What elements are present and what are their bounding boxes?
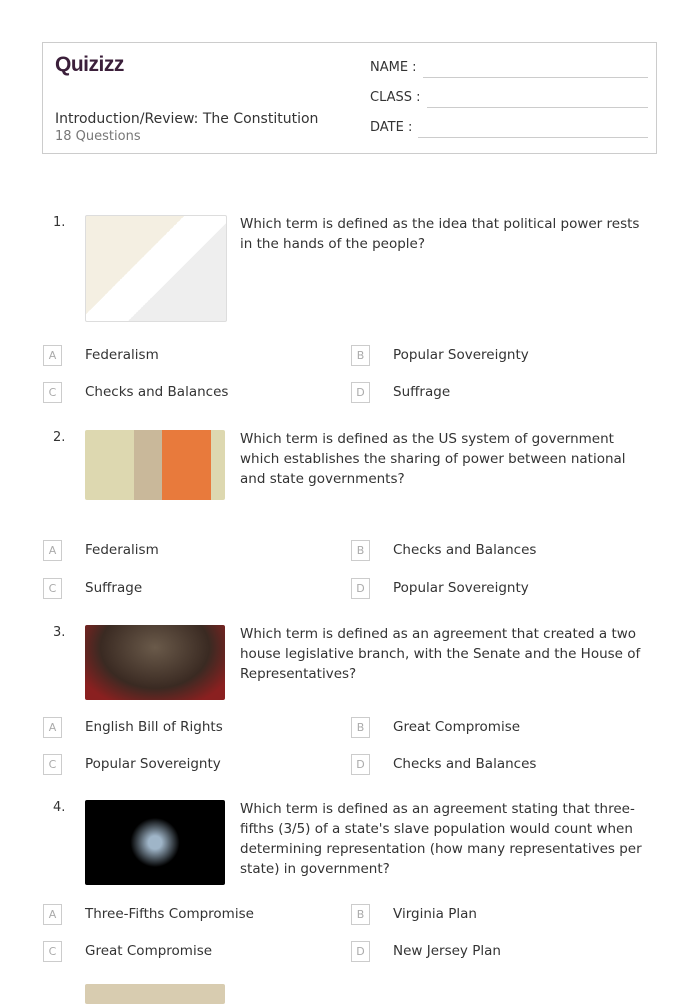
question-number: 1. bbox=[53, 215, 66, 230]
class-line[interactable] bbox=[427, 90, 648, 108]
option-text: Three-Fifths Compromise bbox=[85, 906, 254, 922]
name-field[interactable] bbox=[370, 60, 648, 78]
option-letter-box: C bbox=[43, 754, 62, 775]
option-text: Checks and Balances bbox=[393, 756, 537, 772]
question-image bbox=[85, 215, 227, 322]
option-letter-box: B bbox=[351, 540, 370, 561]
option-letter-box: B bbox=[351, 345, 370, 366]
option-text: English Bill of Rights bbox=[85, 719, 223, 735]
question-number: 2. bbox=[53, 430, 66, 445]
option-letter-box: D bbox=[351, 578, 370, 599]
option-text: Suffrage bbox=[85, 580, 143, 596]
option-text: Virginia Plan bbox=[393, 906, 477, 922]
option-text: Great Compromise bbox=[85, 943, 213, 959]
option-text: Popular Sovereignty bbox=[85, 756, 221, 772]
question-number: 3. bbox=[53, 625, 66, 640]
option-letter-box: C bbox=[43, 382, 62, 403]
option-letter-box: C bbox=[43, 578, 62, 599]
quizizz-logo: Quizizz bbox=[55, 53, 124, 76]
worksheet-header bbox=[42, 42, 657, 154]
option-letter-box: B bbox=[351, 717, 370, 738]
option-letter-box: B bbox=[351, 904, 370, 925]
worksheet-title: Introduction/Review: The Constitution bbox=[55, 111, 319, 127]
option-text: Suffrage bbox=[393, 384, 451, 400]
question-image bbox=[85, 800, 225, 885]
option-letter-box: A bbox=[43, 540, 62, 561]
question-image bbox=[85, 984, 225, 1004]
question-count: 18 Questions bbox=[55, 129, 141, 144]
option-text: Popular Sovereignty bbox=[393, 580, 529, 596]
class-field[interactable] bbox=[370, 90, 648, 108]
question-text: Which term is defined as the idea that political power rests in the hands of the people? bbox=[240, 216, 640, 252]
option-letter-box: A bbox=[43, 717, 62, 738]
question-image bbox=[85, 430, 225, 500]
option-text: Great Compromise bbox=[393, 719, 521, 735]
name-label: NAME : bbox=[370, 60, 417, 75]
option-text: Popular Sovereignty bbox=[393, 347, 529, 363]
question-number: 4. bbox=[53, 800, 66, 815]
option-letter-box: D bbox=[351, 754, 370, 775]
option-letter-box: A bbox=[43, 345, 62, 366]
class-label: CLASS : bbox=[370, 90, 421, 105]
option-letter-box: D bbox=[351, 382, 370, 403]
option-text: Federalism bbox=[85, 542, 159, 558]
option-text: New Jersey Plan bbox=[393, 943, 501, 959]
date-line[interactable] bbox=[418, 120, 648, 138]
question-image bbox=[85, 625, 225, 700]
option-letter-box: D bbox=[351, 941, 370, 962]
option-text: Checks and Balances bbox=[393, 542, 537, 558]
name-line[interactable] bbox=[423, 60, 648, 78]
option-text: Checks and Balances bbox=[85, 384, 229, 400]
option-letter-box: C bbox=[43, 941, 62, 962]
question-text: Which term is defined as an agreement stating that three-fifths (3/5) of a state's slave population would count when determining representation (how many representatives per state) in government? bbox=[240, 801, 642, 877]
option-letter-box: A bbox=[43, 904, 62, 925]
option-text: Federalism bbox=[85, 347, 159, 363]
date-label: DATE : bbox=[370, 120, 413, 135]
question-text: Which term is defined as an agreement that created a two house legislative branch, with the Senate and the House of Representatives? bbox=[240, 626, 641, 682]
question-text: Which term is defined as the US system of government which establishes the sharing of power between national and state governments? bbox=[240, 431, 626, 487]
date-field[interactable] bbox=[370, 120, 648, 138]
